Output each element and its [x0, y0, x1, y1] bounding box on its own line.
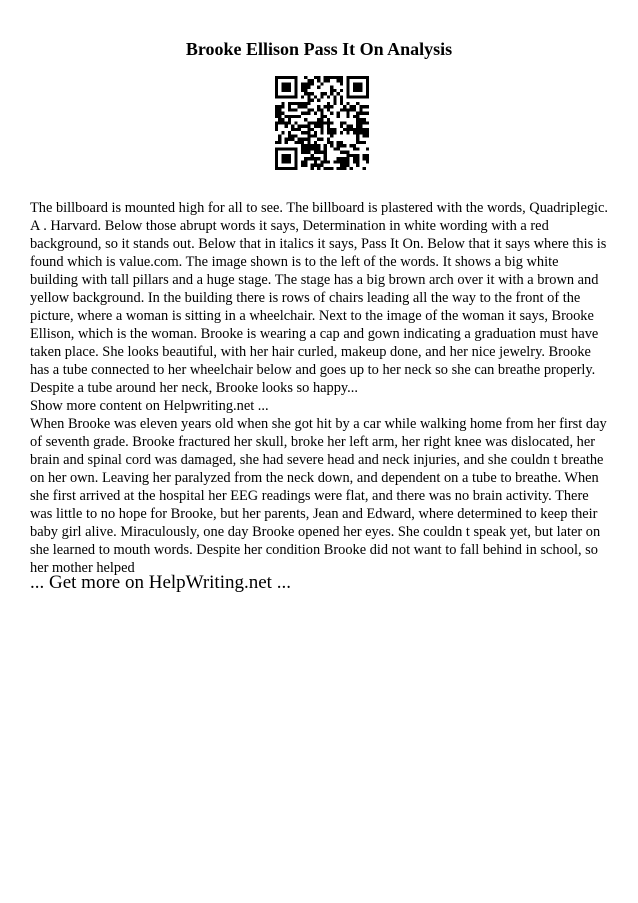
page-title: Brooke Ellison Pass It On Analysis [185, 39, 453, 59]
show-more-link[interactable]: Show more content on Helpwriting.net ... [30, 398, 269, 414]
paragraph-2: When Brooke was eleven years old when she got hit by a car while walking home from her first day of seventh grade. Brooke fractured her skull, broke her left arm, her right knee was dislocated, her brain and spinal cord was damaged, she had severe head and neck injuries, and she couldn t breathe on her own. Leaving her paralyzed from the neck down, and dependent on a tube to breathe. When she first arrived at the hospital her EEG readings were flat, and there was no brain activity. There was little to no hope for Brooke, but her parents, Jean and Edward, where determined to keep their baby girl alive. Miraculously, one day Brooke opened her eyes. She couldn t speak yet, but later on she learned to mouth words. Despite her condition Brooke did not want to fall behind in school, so her mother helped [30, 416, 607, 576]
paragraph-1: The billboard is mounted high for all to see. The billboard is plastered with the words, Quadriplegic. A . Harvard. Below those abrupt words it says, Determination in white wording with a red background, so it stands out. Below that in italics it says, Pass It On. Below that it says where this is found which is value.com. The image shown is to the left of the words. It shows a big white building with tall pillars and a huge stage. The stage has a big brown arch over it with a brown and yellow background. In the building there is rows of chairs leading all the way to the front of the picture, where a woman is sitting in a wheelchair. Next to the image of the woman it says, Brooke Ellison, which is the woman. Brooke is wearing a cap and gown indicating a graduation must have taken place. She looks beautiful, with her hair curled, makeup done, and her nice jewelry. Brooke has a tube connected to her wheelchair below and goes up to her neck so she can breathe properly. Despite a tube around her neck, Brooke looks so happy... [30, 200, 609, 396]
article-body [30, 199, 610, 577]
get-more-link[interactable]: ... Get more on HelpWriting.net ... [30, 572, 291, 593]
qr-code-icon [275, 76, 369, 170]
